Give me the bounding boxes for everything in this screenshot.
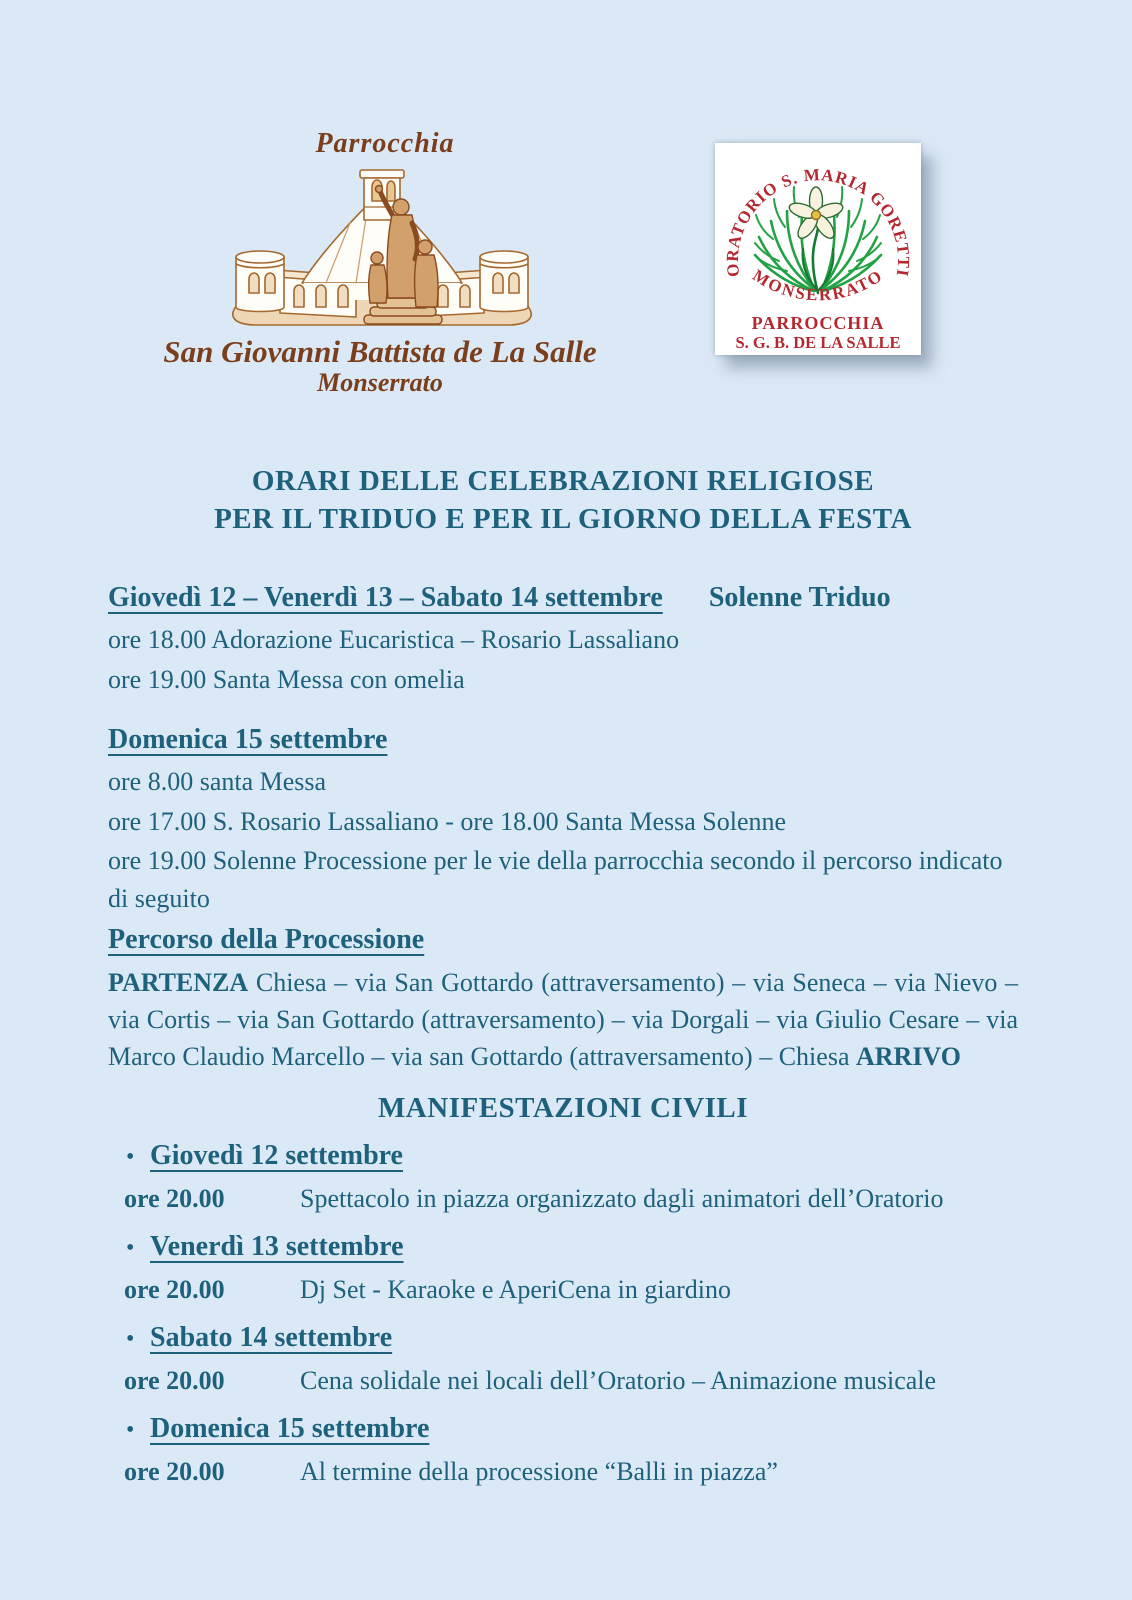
percorso-heading: Percorso della Processione	[108, 924, 425, 955]
flyer-content	[108, 462, 1018, 1493]
schedule-line: ore 19.00 Santa Messa con omelia	[108, 665, 465, 694]
civil-title: MANIFESTAZIONI CIVILI	[377, 1092, 749, 1124]
logo-arc-bottom-text: MONSERRATO	[749, 265, 887, 305]
religious-title	[108, 462, 1018, 538]
triduo-heading: Giovedì 12 – Venerdì 13 – Sabato 14 settembre	[108, 582, 663, 613]
event-time: ore 20.00	[124, 1275, 225, 1304]
event-time: ore 20.00	[124, 1457, 225, 1486]
event-time: ore 20.00	[124, 1366, 225, 1395]
event-item	[108, 1317, 1018, 1402]
schedule-line: ore 17.00 S. Rosario Lassaliano - ore 18.00 Santa Messa Solenne	[108, 807, 787, 836]
religious-title-line1: ORARI DELLE CELEBRAZIONI RELIGIOSE	[251, 465, 875, 497]
event-time: ore 20.00	[124, 1184, 225, 1213]
route-body: Chiesa – via San Gottardo (attraversamento) – via Seneca – via Nievo – via Cortis – via San Gottardo (attraversamento) – via Dorgali – via Giulio Cesare – via Marco Claudio Marcello – via san Gottardo (attraversamento) – Chiesa	[108, 968, 1018, 1071]
event-description: Dj Set - Karaoke e AperiCena in giardino	[300, 1275, 732, 1304]
schedule-line: ore 19.00 Solenne Processione per le vie della parrocchia secondo il percorso indicato di seguito	[108, 846, 1003, 913]
bullet-icon: •	[126, 1235, 135, 1261]
church-illustration-icon	[222, 157, 542, 332]
religious-title-line2: PER IL TRIDUO E PER IL GIORNO DELLA FESTA	[214, 503, 912, 535]
header-parrocchia-label: Parrocchia	[315, 128, 455, 159]
event-item	[108, 1226, 1018, 1311]
event-date: Sabato 14 settembre	[150, 1322, 393, 1353]
bullet-icon: •	[126, 1326, 135, 1352]
schedule-line: ore 18.00 Adorazione Eucaristica – Rosario Lassaliano	[108, 625, 680, 654]
logo-parish-abbrev-text: S. G. B. DE LA SALLE	[735, 333, 901, 352]
parish-city: Monserrato	[317, 368, 443, 397]
event-date: Giovedì 12 settembre	[150, 1140, 403, 1171]
domenica-heading: Domenica 15 settembre	[108, 724, 388, 755]
event-description: Al termine della processione “Balli in piazza”	[300, 1457, 778, 1486]
event-date: Domenica 15 settembre	[150, 1413, 430, 1444]
route-start-label: PARTENZA	[108, 968, 249, 997]
triduo-heading-row	[108, 578, 1018, 618]
route-paragraph	[108, 964, 1018, 1075]
event-date: Venerdì 13 settembre	[150, 1231, 404, 1262]
bullet-icon: •	[126, 1144, 135, 1170]
triduo-label: Solenne Triduo	[708, 582, 891, 613]
event-description: Cena solidale nei locali dell’Oratorio – Animazione musicale	[300, 1366, 937, 1395]
logo-parrocchia-text: PARROCCHIA	[751, 313, 885, 333]
event-item	[108, 1408, 1018, 1493]
route-end-label: ARRIVO	[855, 1042, 961, 1071]
oratorio-logo	[715, 143, 921, 355]
event-item	[108, 1135, 1018, 1220]
parish-name: San Giovanni Battista de La Salle	[163, 334, 597, 369]
logo-arc-top-text: ORATORIO S. MARIA GORETTI	[722, 165, 914, 279]
schedule-line: ore 8.00 santa Messa	[108, 767, 327, 796]
bullet-icon: •	[126, 1417, 135, 1443]
event-description: Spettacolo in piazza organizzato dagli animatori dell’Oratorio	[300, 1184, 944, 1213]
